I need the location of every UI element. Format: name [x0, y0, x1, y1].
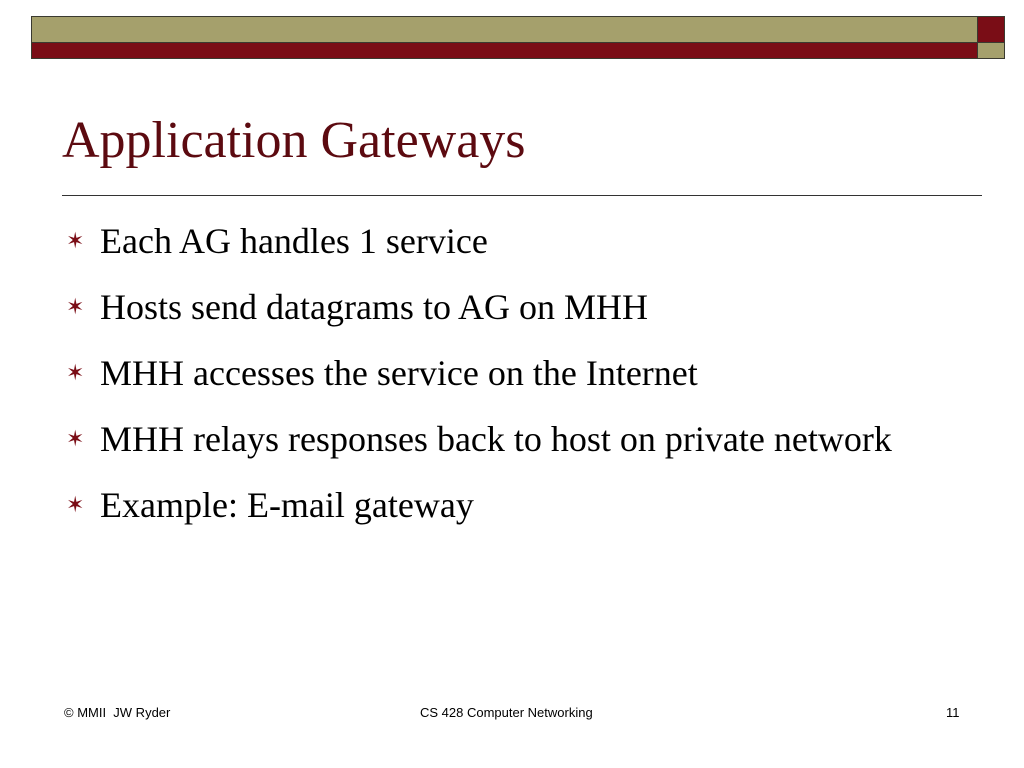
bullet-list: [62, 216, 962, 546]
bullet-item: [62, 282, 962, 333]
bullet-text: MHH accesses the service on the Internet: [100, 353, 698, 393]
star-bullet-icon: ✶: [66, 229, 85, 254]
bullet-text: Each AG handles 1 service: [100, 221, 488, 261]
bullet-item: [62, 414, 962, 465]
footer-copyright: © MMII JW Ryder: [64, 705, 171, 720]
star-bullet-icon: ✶: [66, 427, 85, 452]
band-maroon-stripe: [32, 43, 978, 58]
band-corner-olive-square: [978, 43, 1004, 58]
footer-course-title: CS 428 Computer Networking: [420, 705, 593, 720]
bullet-text: Example: E-mail gateway: [100, 485, 474, 525]
bullet-item: [62, 216, 962, 267]
star-bullet-icon: ✶: [66, 361, 85, 386]
bullet-item: [62, 480, 962, 531]
band-corner-maroon-square: [978, 17, 1004, 43]
band-olive-stripe: [32, 17, 978, 43]
star-bullet-icon: ✶: [66, 295, 85, 320]
bullet-text: Hosts send datagrams to AG on MHH: [100, 287, 648, 327]
slide-number: 11: [946, 705, 960, 720]
slide-title: Application Gateways: [62, 112, 526, 169]
header-decorative-band: [31, 16, 1005, 59]
star-bullet-icon: ✶: [66, 493, 85, 518]
bullet-text: MHH relays responses back to host on private network: [100, 419, 892, 459]
bullet-item: [62, 348, 962, 399]
title-divider: [62, 195, 982, 196]
